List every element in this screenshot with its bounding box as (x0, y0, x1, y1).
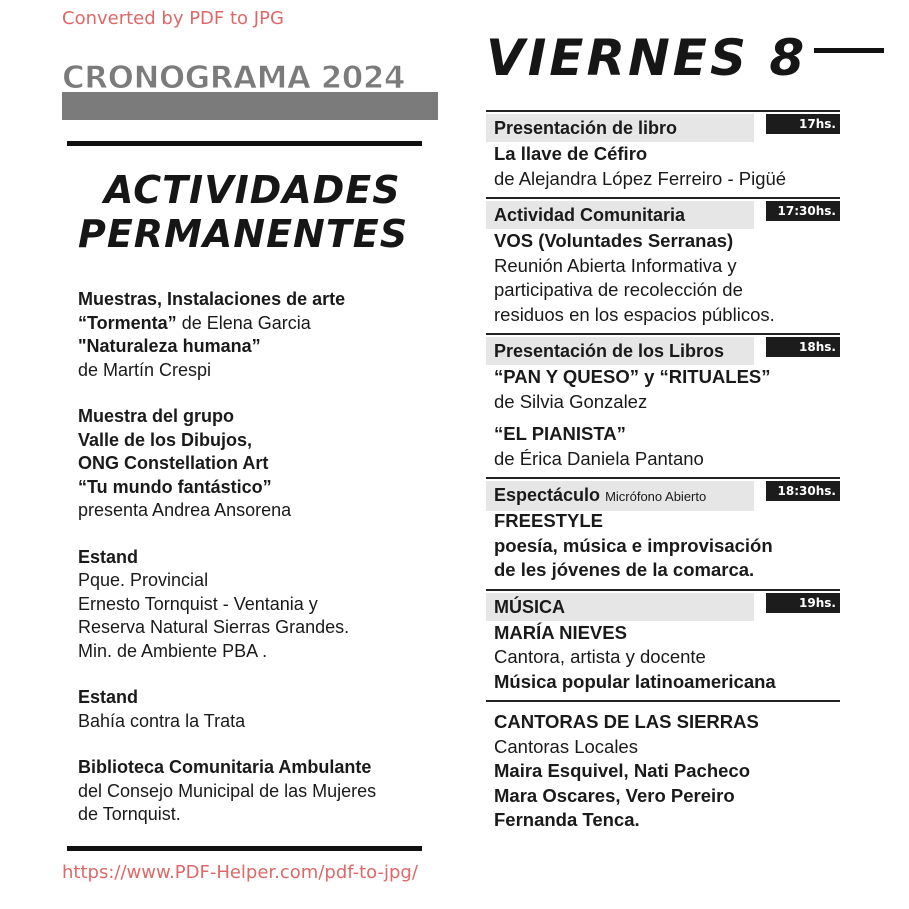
event-time-badge: 18hs. (766, 337, 840, 357)
event-detail-line: poesía, música e improvisación (494, 534, 773, 556)
event-category-label: Espectáculo (494, 485, 601, 505)
event-details (486, 509, 840, 583)
event-header (486, 337, 840, 365)
event-details (486, 710, 840, 833)
activity-line: de Tornquist. (78, 804, 181, 824)
event-detail-line: Cantora, artista y docente (494, 646, 706, 667)
event-detail-line: CANTORAS DE LAS SIERRAS (494, 711, 759, 732)
event-detail-line: La llave de Céfiro (494, 143, 648, 164)
activity-line: Pque. Provincial (78, 570, 209, 590)
permanent-activity-block (78, 546, 448, 664)
event-item (486, 700, 840, 839)
permanent-activity-block (78, 288, 448, 382)
permanent-activities-list (78, 288, 448, 850)
event-detail-line: Música popular latinoamericana (494, 670, 776, 692)
activity-line: de Martín Crespi (78, 359, 212, 380)
event-detail-line: Mara Oscares, Vero Pereiro (494, 784, 735, 806)
title-dash (814, 48, 884, 53)
activity-line: Estand (78, 546, 139, 567)
event-item (486, 477, 840, 589)
activity-line: Min. de Ambiente PBA . (78, 640, 268, 661)
activity-line (78, 312, 448, 336)
permanent-activity-block (78, 686, 448, 733)
activity-line: ONG Constellation Art (78, 453, 269, 473)
activity-line: Biblioteca Comunitaria Ambulante (78, 757, 372, 777)
activity-line: Muestra del grupo (78, 406, 235, 426)
divider-rule (67, 846, 422, 851)
event-details (486, 365, 840, 471)
event-details (486, 229, 840, 327)
divider-rule (67, 141, 422, 146)
event-detail-line: FREESTYLE (494, 510, 603, 531)
event-item (486, 197, 840, 333)
event-detail-line: de Silvia Gonzalez (494, 390, 648, 412)
permanent-activities-title (78, 168, 438, 256)
activity-line: presenta Andrea Ansorena (78, 500, 292, 520)
event-details (486, 142, 840, 191)
activity-line: del Consejo Municipal de las Mujeres (78, 780, 377, 801)
event-time-badge: 19hs. (766, 593, 840, 613)
event-category (486, 337, 754, 365)
event-time-badge: 17hs. (766, 114, 840, 134)
activity-line: Muestras, Instalaciones de arte (78, 289, 346, 309)
event-item (486, 110, 840, 197)
activity-line: Reserva Natural Sierras Grandes. (78, 617, 350, 637)
event-subcategory: Micrófono Abierto (605, 489, 707, 504)
permanent-activity-block (78, 756, 448, 827)
event-time-badge: 18:30hs. (766, 481, 840, 501)
event-category (486, 481, 754, 511)
event-category (486, 201, 754, 229)
activity-text: de Elena Garcia (176, 312, 311, 333)
event-detail-line: residuos en los espacios públicos. (494, 303, 775, 325)
event-header (486, 481, 840, 509)
activity-line: “Tu mundo fantástico” (78, 476, 272, 497)
activity-line: Ernesto Tornquist - Ventania y (78, 593, 318, 614)
event-category (486, 114, 754, 142)
event-detail-line: de Érica Daniela Pantano (494, 447, 704, 469)
event-item (486, 333, 840, 477)
permanent-title-line1: ACTIVIDADES (104, 168, 401, 212)
event-detail-line: MARÍA NIEVES (494, 621, 627, 643)
event-header (486, 593, 840, 621)
permanent-title-line2: PERMANENTES (78, 212, 409, 256)
cronograma-title: CRONOGRAMA 2024 (62, 60, 405, 96)
watermark-line1: Converted by PDF to JPG (62, 8, 284, 29)
activity-line: Valle de los Dibujos, (78, 429, 253, 450)
event-category-label: Actividad Comunitaria (494, 205, 686, 225)
event-detail-line: Reunión Abierta Informativa y (494, 254, 737, 276)
event-header (486, 114, 840, 142)
event-header (486, 201, 840, 229)
event-item (486, 589, 840, 701)
activity-text: “Tormenta” (78, 312, 177, 333)
event-detail-line: de les jóvenes de la comarca. (494, 559, 755, 580)
event-detail-line: “PAN Y QUESO” y “RITUALES” (494, 366, 771, 387)
activity-line: Bahía contra la Trata (78, 710, 246, 731)
event-details (486, 621, 840, 695)
event-category (486, 593, 754, 621)
event-schedule (486, 110, 840, 839)
day-title: VIERNES 8 (486, 29, 808, 87)
event-category-label: MÚSICA (494, 596, 565, 617)
event-detail-line: Fernanda Tenca. (494, 809, 640, 830)
event-detail-line: participativa de recolección de (494, 279, 743, 300)
event-category-label: Presentación de los Libros (494, 341, 725, 361)
event-detail-line: “EL PIANISTA” (494, 423, 626, 444)
activity-line: Estand (78, 687, 139, 707)
event-detail-line: Cantoras Locales (494, 735, 638, 757)
event-detail-line: Maira Esquivel, Nati Pacheco (494, 760, 751, 781)
event-detail-line: de Alejandra López Ferreiro - Pigüé (494, 167, 787, 189)
event-time-badge: 17:30hs. (766, 201, 840, 221)
watermark-line2: https://www.PDF-Helper.com/pdf-to-jpg/ (62, 862, 418, 883)
spacer (494, 414, 840, 422)
event-detail-line: VOS (Voluntades Serranas) (494, 230, 734, 251)
activity-line: "Naturaleza humana” (78, 336, 261, 356)
permanent-activity-block (78, 405, 448, 523)
event-category-label: Presentación de libro (494, 118, 678, 138)
